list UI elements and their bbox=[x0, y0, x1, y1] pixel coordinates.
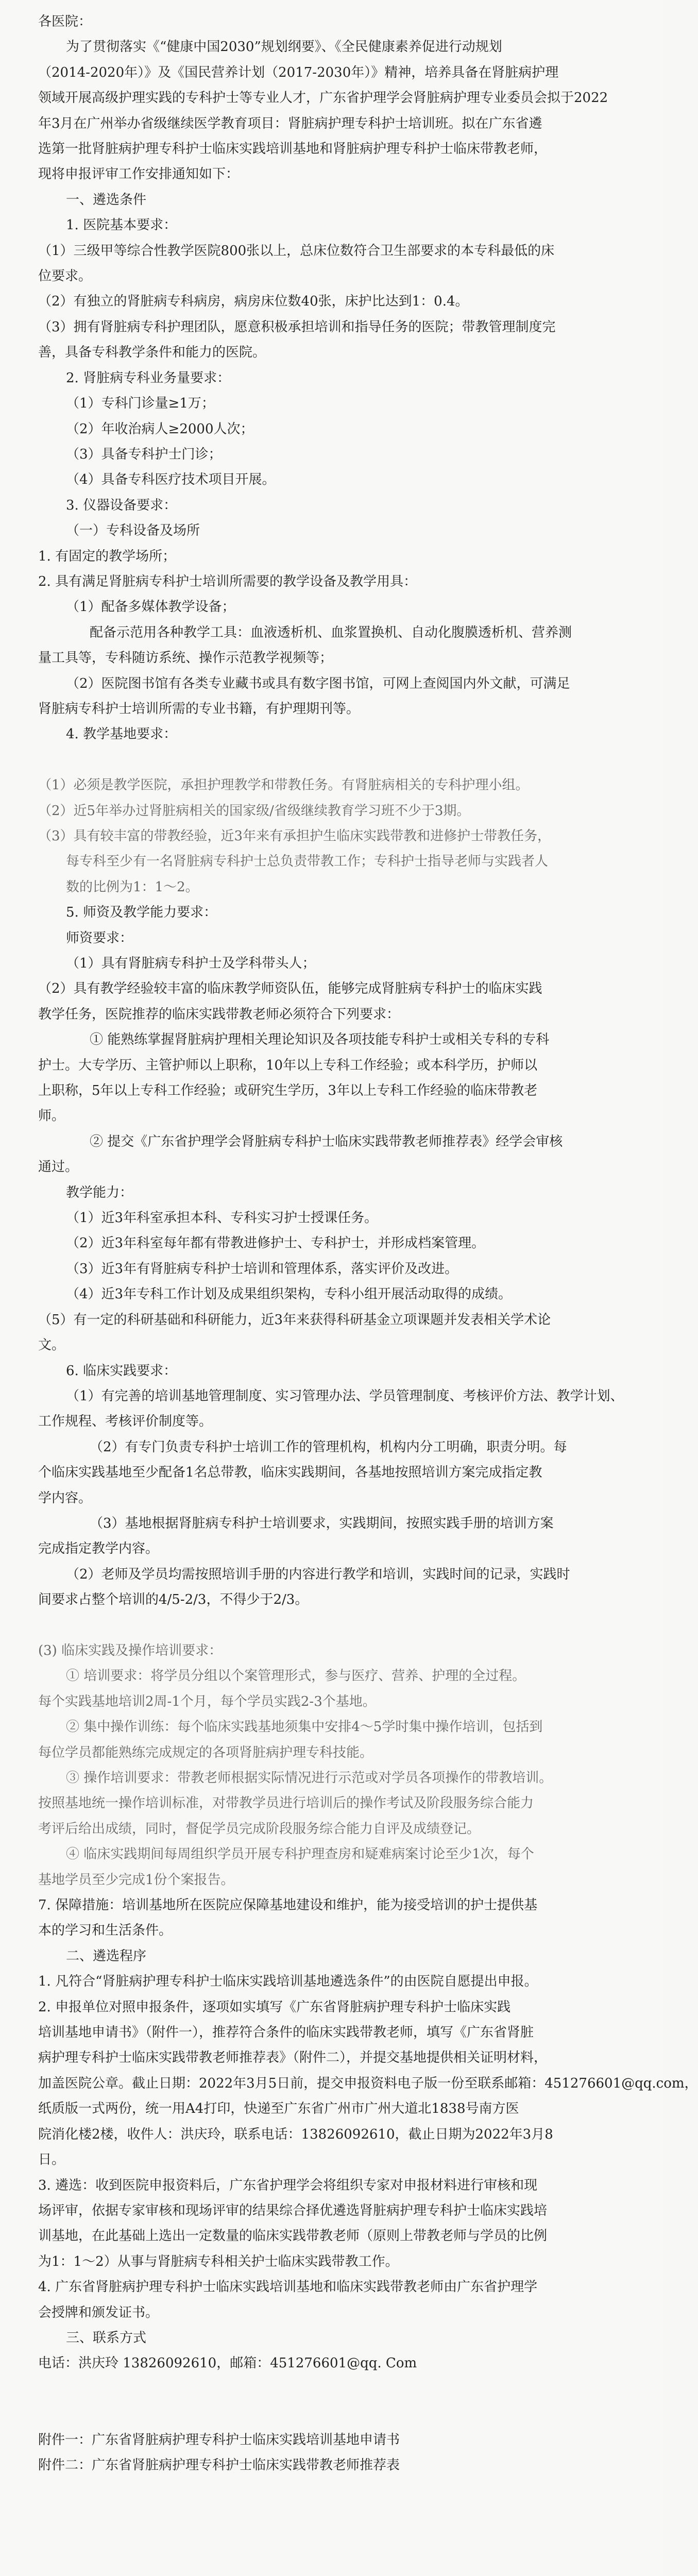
text-line: （2）具有教学经验较丰富的临床教学师资队伍，能够完成肾脏病专科护士的临床实践 bbox=[38, 981, 542, 997]
text-line: （1）具有肾脏病专科护士及学科带头人； bbox=[66, 956, 316, 972]
text-line: （2014-2020年）》及《国民营养计划（2017-2030年）》精神，培养具备在肾脏病护理 bbox=[38, 64, 559, 80]
text-line: （4）具备专科医疗技术项目开展。 bbox=[66, 472, 276, 488]
text-line: 完成指定教学内容。 bbox=[38, 1541, 159, 1557]
text-line: 5. 师资及教学能力要求： bbox=[66, 905, 217, 921]
text-line: 附件二：广东省肾脏病护理专科护士临床实践带教老师推荐表 bbox=[38, 2457, 400, 2473]
text-line: 6. 临床实践要求： bbox=[66, 1363, 177, 1379]
text-line: （3）具备专科护士门诊； bbox=[66, 446, 222, 462]
text-line: 每专科至少有一名肾脏病专科护士总负责带教工作；专科护士指导老师与实践者人 bbox=[66, 854, 549, 870]
text-line: 各医院： bbox=[38, 14, 92, 29]
text-line: （5）有一定的科研基础和科研能力，近3年来获得科研基金立项课题并发表相关学术论 bbox=[38, 1312, 551, 1328]
text-line: （2）年收治病人≥2000人次； bbox=[66, 421, 254, 437]
text-line: ④ 临床实践期间每周组织学员开展专科护理查房和疑难病案讨论至少1次，每个 bbox=[66, 1846, 534, 1862]
text-line: 纸质版一式两份，统一用A4打印，快递至广东省广州市广州大道北1838号南方医 bbox=[38, 2101, 519, 2117]
text-line: 1. 医院基本要求： bbox=[66, 217, 177, 233]
text-line: 2. 申报单位对照申报条件，逐项如实填写《广东省肾脏病护理专科护士临床实践 bbox=[38, 1999, 511, 2015]
text-line: 培训基地申请书》（附件一），推荐符合条件的临床实践带教老师，填写《广东省肾脏 bbox=[38, 2025, 534, 2041]
text-line: 师。 bbox=[38, 1108, 65, 1124]
text-line: 三、联系方式 bbox=[66, 2330, 147, 2346]
text-line: 会授牌和颁发证书。 bbox=[38, 2304, 159, 2320]
text-line: 善，具备专科教学条件和能力的医院。 bbox=[38, 345, 266, 361]
text-line: ① 培训要求：将学员分组以个案管理形式，参与医疗、营养、护理的全过程。 bbox=[66, 1668, 526, 1684]
text-line: 按照基地统一操作培训标准，对带教学员进行培训后的操作考试及阶段服务综合能力 bbox=[38, 1795, 534, 1811]
text-line: 3. 遴选：收到医院申报资料后，广东省护理学会将组织专家对申报材料进行审核和现 bbox=[38, 2177, 538, 2193]
text-line: 3. 仪器设备要求： bbox=[66, 497, 177, 513]
document-body bbox=[38, 9, 698, 2478]
text-line: （2）有独立的肾脏病专科病房，病房床位数40张，床护比达到1：0.4。 bbox=[38, 294, 469, 310]
text-line: （一）专科设备及场所 bbox=[66, 523, 200, 539]
text-line: 配备示范用各种教学工具：血液透析机、血浆置换机、自动化腹膜透析机、营养测 bbox=[90, 624, 572, 640]
text-line: 个临床实践基地至少配备1名总带教，临床实践期间，各基地按照培训方案完成指定教 bbox=[38, 1465, 542, 1481]
text-line: 数的比例为1：1～2。 bbox=[66, 879, 199, 895]
text-line: 院消化楼2楼，收件人：洪庆玲，联系电话：13826092610，截止日期为2022年3月8 bbox=[38, 2126, 553, 2142]
text-line: 基地学员至少完成1份个案报告。 bbox=[38, 1872, 234, 1888]
text-line: 上职称，5年以上专科工作经验；或研究生学历，3年以上专科工作经验的临床带教老 bbox=[38, 1083, 538, 1099]
text-line: （1）近3年科室承担本科、专科实习护士授课任务。 bbox=[66, 1210, 378, 1226]
text-line: ② 提交《广东省护理学会肾脏病专科护士临床实践带教老师推荐表》经学会审核 bbox=[90, 1133, 563, 1149]
text-line: （3）近3年有肾脏病专科护士培训和管理体系，落实评价及改进。 bbox=[66, 1261, 458, 1277]
text-line: （3）具有较丰富的带教经验，近3年来有承担护生临床实践带教和进修护士带教任务， bbox=[38, 828, 551, 844]
text-line: 电话：洪庆玲 13826092610，邮箱：451276601@qq. Com bbox=[38, 2355, 417, 2371]
text-line: 1. 有固定的教学场所； bbox=[38, 548, 176, 564]
text-line: 7. 保障措施：培训基地所在医院应保障基地建设和维护，能为接受培训的护士提供基 bbox=[38, 1897, 538, 1913]
text-line: (3) 临床实践及操作培训要求： bbox=[38, 1642, 223, 1658]
text-line: （2）医院图书馆有各类专业藏书或具有数字图书馆，可网上查阅国内外文献，可满足 bbox=[66, 675, 570, 691]
text-line: 2. 肾脏病专科业务量要求： bbox=[66, 370, 231, 386]
text-line: （2）近3年科室每年都有带教进修护士、专科护士，并形成档案管理。 bbox=[66, 1235, 485, 1251]
text-line: 肾脏病专科护士培训所需的专业书籍，有护理期刊等。 bbox=[38, 701, 360, 717]
text-line: 位要求。 bbox=[38, 268, 92, 284]
text-line: 二、遴选程序 bbox=[66, 1948, 147, 1964]
text-line: 间要求占整个培训的4/5-2/3，不得少于2/3。 bbox=[38, 1592, 309, 1608]
text-line: 选第一批肾脏病护理专科护士临床实践培训基地和肾脏病护理专科护士临床带教老师， bbox=[38, 141, 548, 157]
text-line: （3）基地根据肾脏病专科护士培训要求，实践期间，按照实践手册的培训方案 bbox=[90, 1515, 554, 1531]
text-line: ① 能熟练掌握肾脏病护理相关理论知识及各项技能专科护士或相关专科的专科 bbox=[90, 1032, 550, 1048]
text-line: （2）有专门负责专科护士培训工作的管理机构，机构内分工明确，职责分明。每 bbox=[90, 1439, 567, 1455]
text-line: 训基地，在此基础上选出一定数量的临床实践带教老师（原则上带教老师与学员的比例 bbox=[38, 2228, 548, 2244]
blank-line bbox=[38, 1613, 625, 1638]
text-line: （1）三级甲等综合性教学医院800张以上，总床位数符合卫生部要求的本专科最低的床 bbox=[38, 243, 555, 259]
text-line: （1）专科门诊量≥1万； bbox=[66, 396, 215, 412]
text-line: 师资要求： bbox=[66, 930, 133, 946]
text-line: （2）老师及学员均需按照培训手册的内容进行教学和培训，实践时间的记录，实践时 bbox=[66, 1566, 570, 1582]
text-line: 为了贯彻落实《“健康中国2030”规划纲要》、《全民健康素养促进行动规划 bbox=[66, 39, 502, 55]
text-line: 场评审，依据专家审核和现场评审的结果综合择优遴选肾脏病护理专科护士临床实践培 bbox=[38, 2202, 548, 2218]
text-line: 2. 具有满足肾脏病专科护士培训所需要的教学设备及教学用具： bbox=[38, 573, 417, 589]
text-line: 考评后给出成绩，同时，督促学员完成阶段服务综合能力自评及成绩登记。 bbox=[38, 1821, 481, 1837]
text-line: 每个实践基地培训2周-1个月，每个学员实践2-3个基地。 bbox=[38, 1693, 376, 1709]
text-line: 加盖医院公章。截止日期：2022年3月5日前，提交申报资料电子版一份至联系邮箱：451276601@qq.com， bbox=[38, 2075, 698, 2091]
text-line: （4）近3年专科工作计划及成果组织架构，专科小组开展活动取得的成绩。 bbox=[66, 1286, 512, 1302]
text-line: 现将申报评审工作安排通知如下： bbox=[38, 166, 240, 182]
text-line: （3）拥有肾脏病专科护理团队，愿意积极承担培训和指导任务的医院；带教管理制度完 bbox=[38, 319, 556, 335]
text-line: 日。 bbox=[38, 2152, 65, 2168]
text-line: 每位学员都能熟练完成规定的各项肾脏病护理专科技能。 bbox=[38, 1744, 373, 1760]
text-line: 文。 bbox=[38, 1337, 65, 1353]
text-line: （1）配备多媒体教学设备； bbox=[66, 599, 235, 615]
text-line: ② 集中操作训练：每个临床实践基地须集中安排4～5学时集中操作培训，包括到 bbox=[66, 1719, 543, 1735]
text-line: 通过。 bbox=[38, 1159, 79, 1175]
blank-line bbox=[38, 2377, 625, 2402]
text-line: 本的学习和生活条件。 bbox=[38, 1923, 173, 1939]
text-line: 1. 凡符合“肾脏病护理专科护士临床实践培训基地遴选条件”的由医院自愿提出申报。 bbox=[38, 1974, 538, 1990]
text-line: 工作规程、考核评价制度等。 bbox=[38, 1414, 213, 1430]
text-line: 4. 广东省肾脏病护理专科护士临床实践培训基地和临床实践带教老师由广东省护理学 bbox=[38, 2279, 538, 2295]
text-line: 护士。大专学历、主管护师以上职称，10年以上专科工作经验；或本科学历，护师以 bbox=[38, 1057, 538, 1073]
text-line: 附件一：广东省肾脏病护理专科护士临床实践培训基地申请书 bbox=[38, 2432, 400, 2448]
text-line: （1）必须是教学医院，承担护理教学和带教任务。有肾脏病相关的专科护理小组。 bbox=[38, 777, 529, 793]
text-line: 年3月在广州举办省级继续医学教育项目：肾脏病护理专科护士培训班。拟在广东省遴 bbox=[38, 115, 542, 131]
blank-line bbox=[38, 748, 625, 773]
text-line: 学内容。 bbox=[38, 1490, 92, 1506]
text-line: 教学能力： bbox=[66, 1184, 133, 1200]
text-line: 教学任务，医院推荐的临床实践带教老师必须符合下列要求： bbox=[38, 1006, 400, 1022]
text-line: 为1：1～2）从事与肾脏病专科相关护士临床实践带教工作。 bbox=[38, 2253, 399, 2269]
text-line: （2）近5年举办过肾脏病相关的国家级/省级继续教育学习班不少于3期。 bbox=[38, 803, 470, 819]
text-line: ③ 操作培训要求：带教老师根据实际情况进行示范或对学员各项操作的带教培训。 bbox=[66, 1770, 553, 1786]
text-line: 一、遴选条件 bbox=[66, 192, 147, 208]
blank-line bbox=[38, 2402, 625, 2427]
text-line: 领域开展高级护理实践的专科护士等专业人才，广东省护理学会肾脏病护理专业委员会拟于2022 bbox=[38, 90, 608, 106]
text-line: 病护理专科护士临床实践带教老师推荐表》（附件二），并提交基地提供相关证明材料， bbox=[38, 2050, 548, 2066]
text-line: （1）有完善的培训基地管理制度、实习管理办法、学员管理制度、考核评价方法、教学计划、 bbox=[66, 1388, 624, 1404]
text-line: 4. 教学基地要求： bbox=[66, 726, 177, 742]
text-line: 量工具等，专科随访系统、操作示范教学视频等； bbox=[38, 650, 333, 666]
